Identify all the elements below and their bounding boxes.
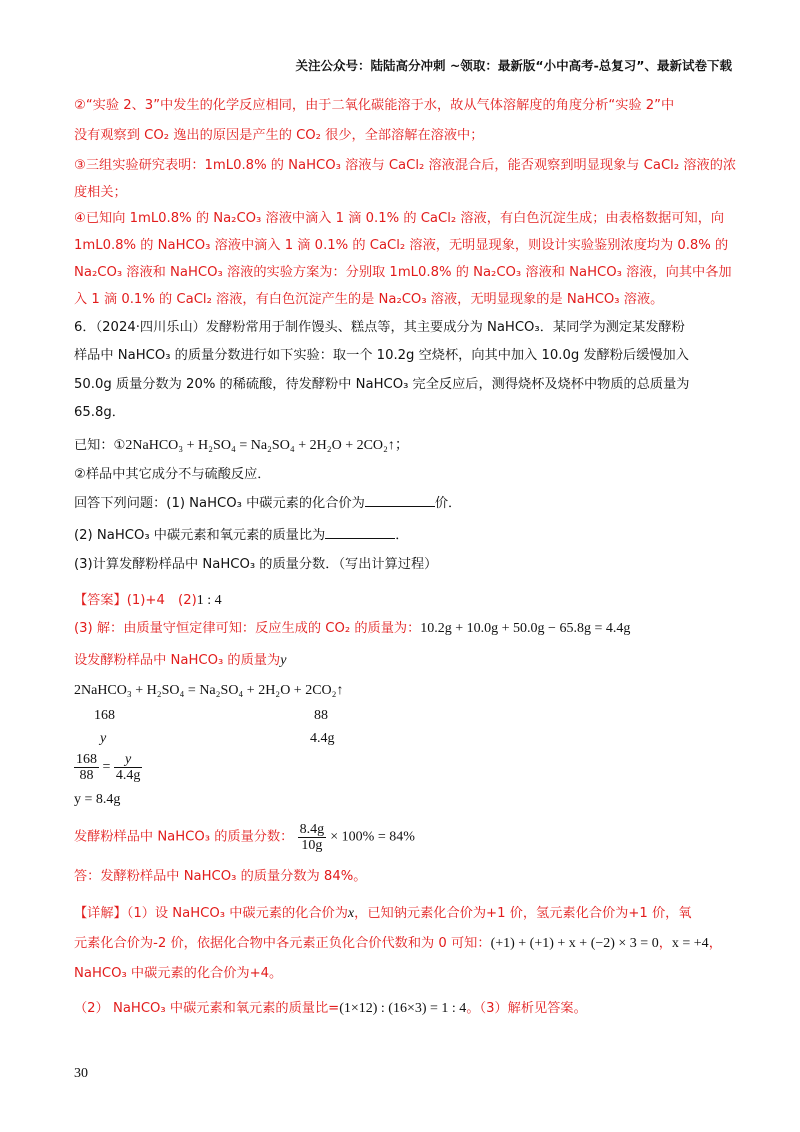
solution-line: (3) 解：由质量守恒定律可知：反应生成的 CO₂ 的质量为：10.2g + 10.0g + 50.0g − 65.8g = 4.4g (74, 621, 631, 636)
percentage-line: 发酵粉样品中 NaHCO₃ 的质量分数： $\frac{8.4g}{10g}$ × 100% = 84% (74, 822, 415, 853)
answer-line: 【答案】(1)+4 (2)1 : 4 (74, 593, 222, 608)
proportion: $\frac{168}{88}$ = $\frac{y}{4.4g}$ (76, 752, 141, 783)
detail-line: NaHCO₃ 中碳元素的化合价为+4。 (74, 966, 283, 981)
text-line: 入 1 滴 0.1% 的 CaCl₂ 溶液，有白色沉淀产生的是 Na₂CO₃ 溶液，无明显现象的是 NaHCO₃ 溶液。 (74, 292, 664, 307)
final-answer: 答：发酵粉样品中 NaHCO₃ 的质量分数为 84%。 (74, 869, 367, 884)
text-line: 度相关； (74, 185, 127, 200)
page-header: 关注公众号：陆陆高分冲刺 ~领取：最新版“小中高考-总复习”、最新试卷下载 (295, 58, 732, 73)
text-line: 没有观察到 CO₂ 逸出的原因是产生的 CO₂ 很少，全部溶解在溶液中； (74, 128, 484, 143)
text-line: 1mL0.8% 的 NaHCO₃ 溶液中滴入 1 滴 0.1% 的 CaCl₂ 溶液，无明显现象，则设计实验鉴别浓度均为 0.8% 的 (74, 238, 729, 253)
detail-line: 元素化合价为-2 价，依据化合物中各元素正负化合价代数和为 0 可知：(+1) + (+1) + x + (−2) × 3 = 0，x = +4， (74, 936, 722, 951)
ratio-value: 88 (314, 708, 328, 723)
question-line: 65.8g． (74, 405, 125, 420)
text-line: ②“实验 2、3”中发生的化学反应相同，由于二氧化碳能溶于水，故从气体溶解度的角度分析“实验 2”中 (74, 98, 675, 113)
answer-blank (365, 494, 435, 507)
ratio-value: y (100, 731, 107, 746)
given-line: ②样品中其它成分不与硫酸反应． (74, 467, 271, 482)
subquestion-3: (3)计算发酵粉样品中 NaHCO₃ 的质量分数．（写出计算过程） (74, 557, 438, 572)
detail-line: 【详解】（1）设 NaHCO₃ 中碳元素的化合价为x，已知钠元素化合价为+1 价，氢元素化合价为+1 价，氧 (74, 906, 692, 921)
ratio-value: 168 (94, 708, 115, 723)
text-line: ④已知向 1mL0.8% 的 Na₂CO₃ 溶液中滴入 1 滴 0.1% 的 CaCl₂ 溶液，有白色沉淀生成；由表格数据可知，向 (74, 211, 725, 226)
detail-line: （2） NaHCO₃ 中碳元素和氧元素的质量比=(1×12) : (16×3) = 1 : 4。（3）解析见答案。 (74, 1001, 587, 1016)
text-line: ③三组实验研究表明：1mL0.8% 的 NaHCO₃ 溶液与 CaCl₂ 溶液混合后，能否观察到明显现象与 CaCl₂ 溶液的浓 (74, 158, 737, 173)
result-line: y = 8.4g (74, 792, 121, 807)
question-line: 样品中 NaHCO₃ 的质量分数进行如下实验：取一个 10.2g 空烧杯，向其中加入 10.0g 发酵粉后缓慢加入 (74, 348, 689, 363)
solution-line: 设发酵粉样品中 NaHCO₃ 的质量为y (74, 653, 287, 668)
page-number: 30 (74, 1066, 88, 1081)
subquestion-2: (2) NaHCO₃ 中碳元素和氧元素的质量比为 ． (74, 528, 409, 543)
answer-blank (325, 526, 395, 539)
solution-equation: 2NaHCO₃ + H₂SO₄ = Na₂SO₄ + 2H₂O + 2CO₂↑ (74, 683, 344, 698)
subquestion-1: 回答下列问题：(1) NaHCO₃ 中碳元素的化合价为 价． (74, 496, 462, 511)
question-line: 6．（2024·四川乐山）发酵粉常用于制作馒头、糕点等，其主要成分为 NaHCO₃．某同学为测定某发酵粉 (74, 320, 685, 335)
ratio-value: 4.4g (310, 731, 335, 746)
text-line: Na₂CO₃ 溶液和 NaHCO₃ 溶液的实验方案为：分别取 1mL0.8% 的 Na₂CO₃ 溶液和 NaHCO₃ 溶液，向其中各加 (74, 265, 732, 280)
given-line: 已知：①2NaHCO₃ + H₂SO₄ = Na₂SO₄ + 2H₂O + 2CO₂↑； (74, 438, 409, 453)
reaction-equation: 2NaHCO₃ + H₂SO₄ = Na₂SO₄ + 2H₂O + 2CO₂↑； (125, 438, 409, 453)
question-line: 50.0g 质量分数为 20% 的稀硫酸，待发酵粉中 NaHCO₃ 完全反应后，测得烧杯及烧杯中物质的总质量为 (74, 377, 690, 392)
